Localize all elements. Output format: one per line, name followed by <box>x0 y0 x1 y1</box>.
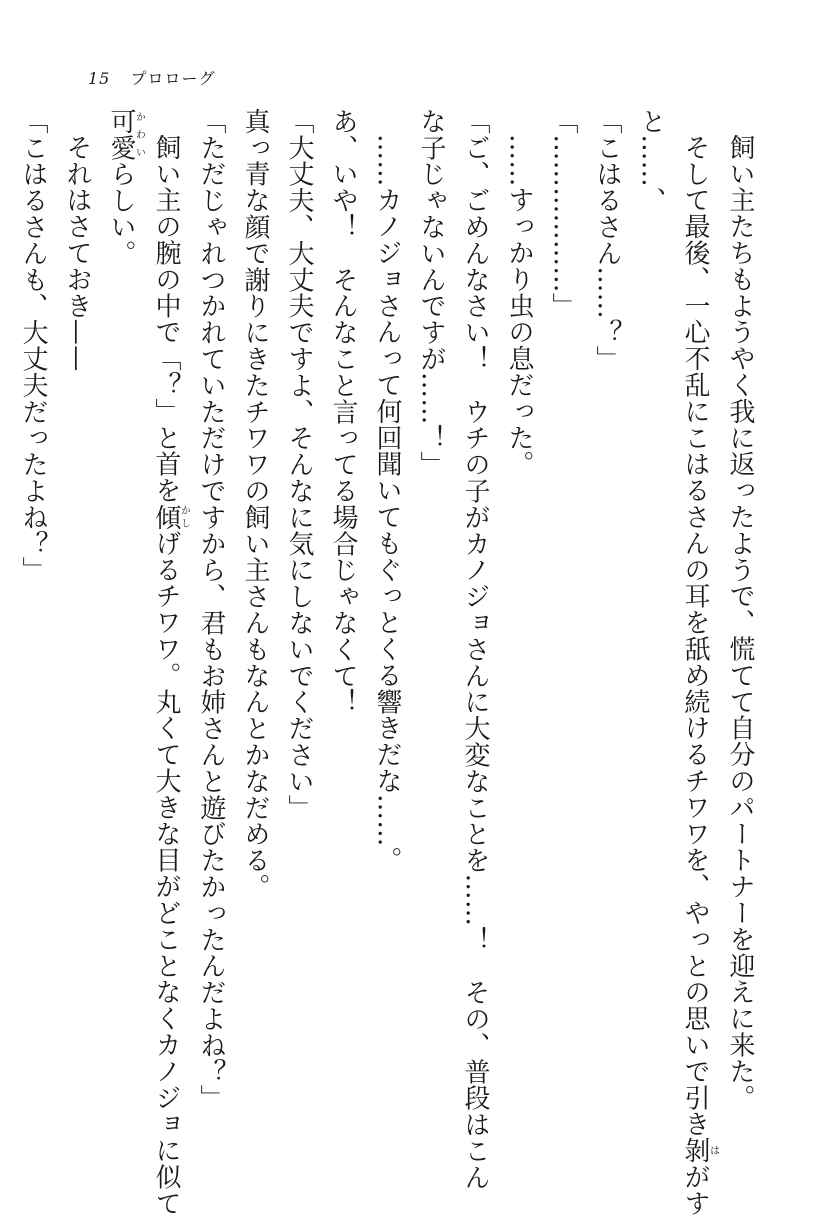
text-line <box>497 108 541 1148</box>
text-segment: げるチワワ。丸くて大きな目がどことなくカノジョに似て <box>151 530 181 1216</box>
ruby-annotation <box>106 108 145 161</box>
text-line <box>718 108 762 1148</box>
text-segment: 真っ青な顔で謝りにきたチワワの飼い主さんもなんとかなだめる。 <box>240 108 270 900</box>
text-segment: ……カノジョさんって何回聞いてもぐっとくる響きだな……。 <box>372 134 402 874</box>
text-segment: な子じゃないんですが……！」 <box>416 108 446 478</box>
text-segment: 「大丈夫、大丈夫ですよ、そんなに気にしないでください」 <box>284 108 314 821</box>
text-segment: 「………………」 <box>548 108 578 320</box>
running-header <box>88 66 215 89</box>
text-line <box>673 108 719 1216</box>
text-line <box>99 108 144 1148</box>
text-segment: 飼い主たちもようやく我に返ったようで、慌てて自分のパートナーを迎えに来た。 <box>725 134 755 1111</box>
ruby-reading: かし <box>178 503 190 530</box>
text-segment: あ、いや！ そんなこと言ってる場合じゃなくて！ <box>328 108 358 716</box>
ruby-annotation <box>680 1137 719 1164</box>
ruby-annotation <box>151 503 190 531</box>
ruby-base: 可愛 <box>106 108 136 161</box>
ruby-reading: は <box>707 1137 719 1164</box>
text-line <box>233 108 277 1148</box>
text-line <box>585 108 629 1148</box>
text-line <box>453 108 497 1191</box>
page-number: 15 <box>88 69 111 88</box>
text-line <box>277 108 321 1148</box>
text-line <box>189 108 233 1148</box>
text-segment: それはさておき—— <box>62 134 92 372</box>
text-line <box>365 108 409 1148</box>
text-line <box>55 108 99 1148</box>
text-line <box>321 108 365 1148</box>
text-segment: 「こはるさん……？」 <box>592 108 622 372</box>
ruby-base: 剝 <box>680 1137 710 1164</box>
chapter-title: プロローグ <box>130 69 216 88</box>
text-segment: がす <box>680 1163 710 1216</box>
ruby-base: 傾 <box>151 503 181 531</box>
ruby-reading: かわい <box>133 108 145 161</box>
text-line <box>409 108 453 1148</box>
vertical-text-body <box>11 108 762 1216</box>
text-segment: 飼い主の腕の中で「？」と首を <box>151 134 181 504</box>
text-segment: 「こはるさんも、大丈夫だったよね？」 <box>18 108 48 584</box>
text-line <box>144 108 190 1216</box>
text-segment: と……、 <box>636 108 666 214</box>
text-segment: ……すっかり虫の息だった。 <box>504 134 534 478</box>
text-line <box>11 108 55 1148</box>
text-segment: らしい。 <box>106 160 136 267</box>
text-line <box>629 108 673 1148</box>
text-line <box>541 108 585 1148</box>
text-segment: 「ただじゃれつかれていただけですから、君もお姉さんと遊びたかったんだよね？」 <box>196 108 226 1112</box>
text-segment: 「ご、ごめんなさい！ ウチの子がカノジョさんに大変なことを……！ その、普段はこん <box>460 108 490 1191</box>
text-segment: そして最後、一心不乱にこはるさんの耳を舐め続けるチワワを、やっとの思いで引き <box>680 134 710 1138</box>
